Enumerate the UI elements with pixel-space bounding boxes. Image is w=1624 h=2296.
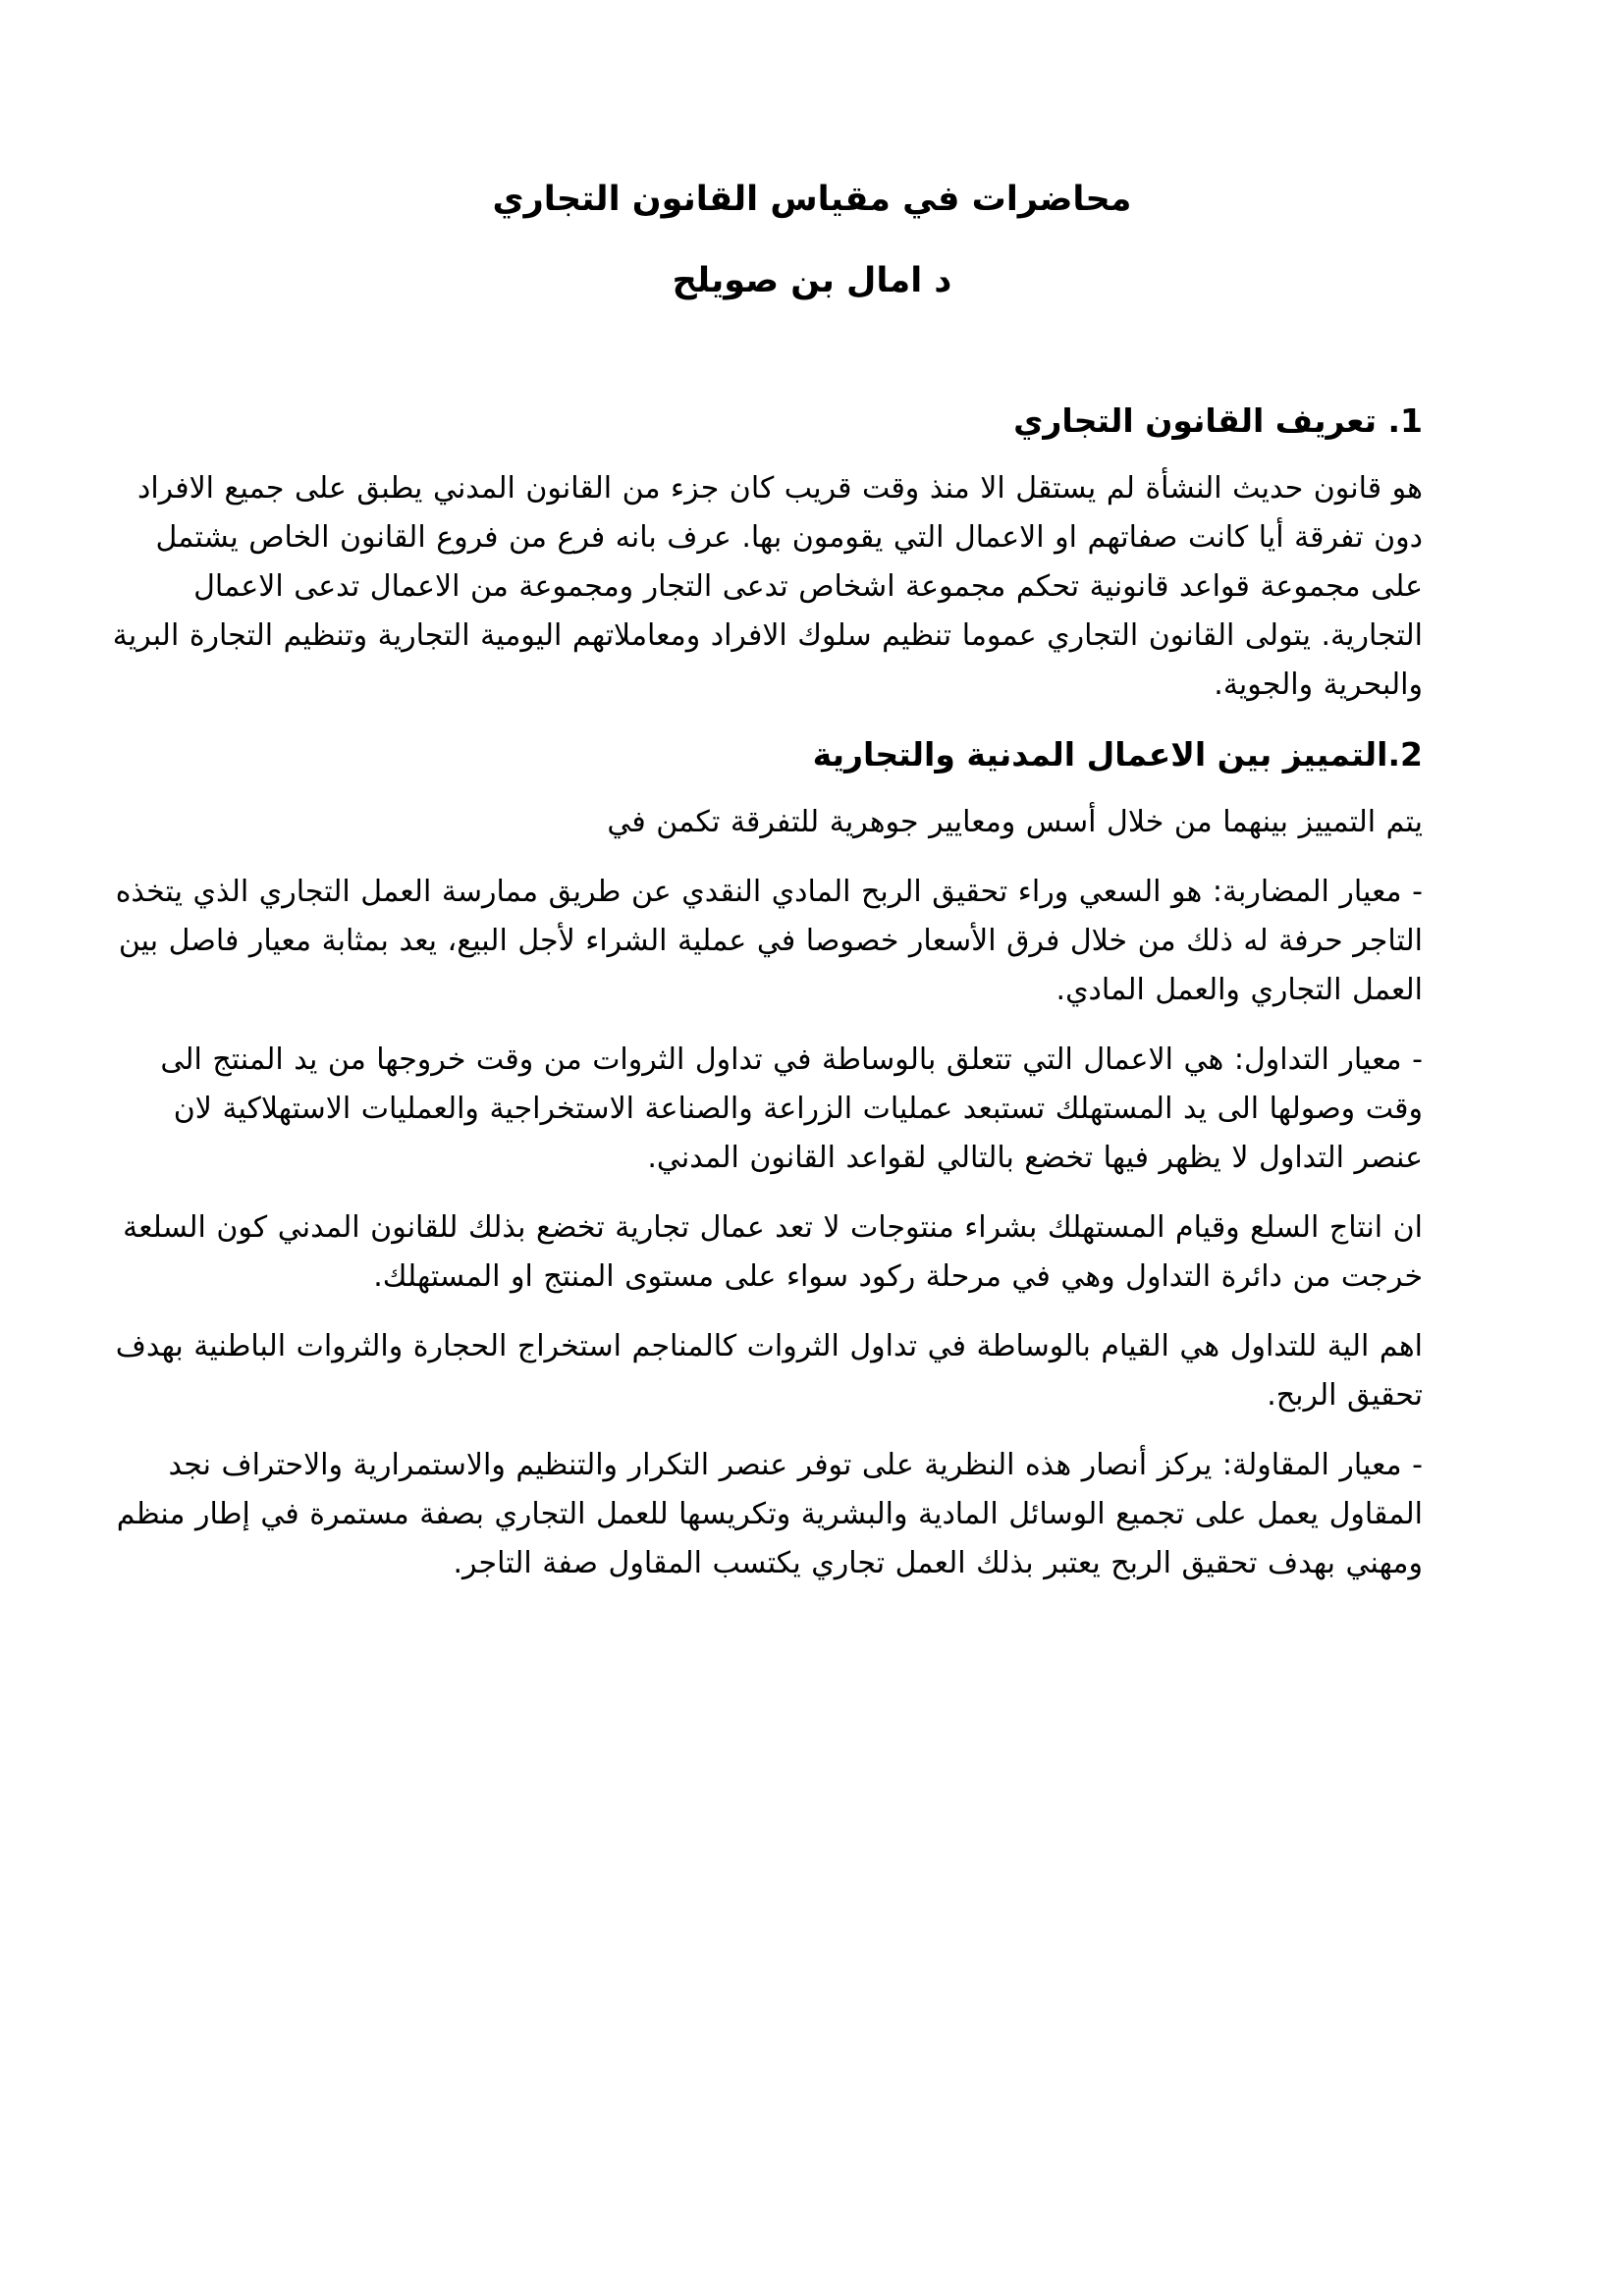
section-1-heading: 1. تعريف القانون التجاري: [1013, 401, 1423, 440]
section-2-paragraph-enterprise-criterion: - معيار المقاولة: يركز أنصار هذه النظرية على توفر عنصر التكرار والتنظيم والاستمرارية والاحتراف نجد المقاول يعمل على تجميع الوسائل المادية والبشرية وتكريسها للعمل التجاري بصفة مستمرة في إطار منظم ومهني بهدف تحقيق الربح يعتبر بذلك العمل تجاري يكتسب المقاول صفة التاجر.: [116, 1448, 1423, 1580]
section-2-heading: 2.التمييز بين الاعمال المدنية والتجارية: [812, 735, 1423, 774]
section-2-paragraph-intro: يتم التمييز بينهما من خلال أسس ومعايير جوهرية للتفرقة تكمن في: [607, 805, 1423, 839]
section-1-paragraph-definition: هو قانون حديث النشأة لم يستقل الا منذ وقت قريب كان جزء من القانون المدني يطبق على جميع الافراد دون تفرقة أيا كانت صفاتهم او الاعمال التي يقومون بها. عرف بانه فرع من فروع القانون الخاص يشتمل على مجموعة قواعد قانونية تحكم مجموعة اشخاص تدعى التجار ومجموعة من الاعمال تدعى الاعمال التجارية. يتولى القانون التجاري عموما تنظيم سلوك الافراد ومعاملاتهم اليومية التجارية وتنظيم التجارة البرية والبحرية والجوية.: [112, 471, 1423, 702]
section-2-paragraph-goods-production: ان انتاج السلع وقيام المستهلك بشراء منتوجات لا تعد عمال تجارية تخضع بذلك للقانون المدني كون السلعة خرجت من دائرة التداول وهي في مرحلة ركود سواء على مستوى المنتج او المستهلك.: [123, 1210, 1423, 1294]
document-author: د امال بن صويلح: [672, 261, 952, 300]
document-body: [0, 305, 1624, 1588]
section-2-paragraph-speculation-criterion: - معيار المضاربة: هو السعي وراء تحقيق الربح المادي النقدي عن طريق ممارسة العمل التجاري الذي يتخذه التاجر حرفة له ذلك من خلال فرق الأسعار خصوصا في عملية الشراء لأجل البيع، يعد بمثابة معيار فاصل بين العمل التجاري والعمل المادي.: [115, 875, 1423, 1007]
title-block: [0, 0, 1624, 305]
section-2-paragraph-circulation-mechanism: اهم الية للتداول هي القيام بالوساطة في تداول الثروات كالمناجم استخراج الحجارة والثروات الباطنية بهدف تحقيق الربح.: [115, 1329, 1423, 1413]
section-2-paragraph-circulation-criterion: - معيار التداول: هي الاعمال التي تتعلق بالوساطة في تداول الثروات من وقت خروجها من يد المنتج الى وقت وصولها الى يد المستهلك تستبعد عمليات الزراعة والصناعة الاستخراجية والعمليات الاستهلاكية لان عنصر التداول لا يظهر فيها تخضع بالتالي لقواعد القانون المدني.: [160, 1042, 1423, 1175]
document-title: محاضرات في مقياس القانون التجاري: [492, 180, 1132, 219]
